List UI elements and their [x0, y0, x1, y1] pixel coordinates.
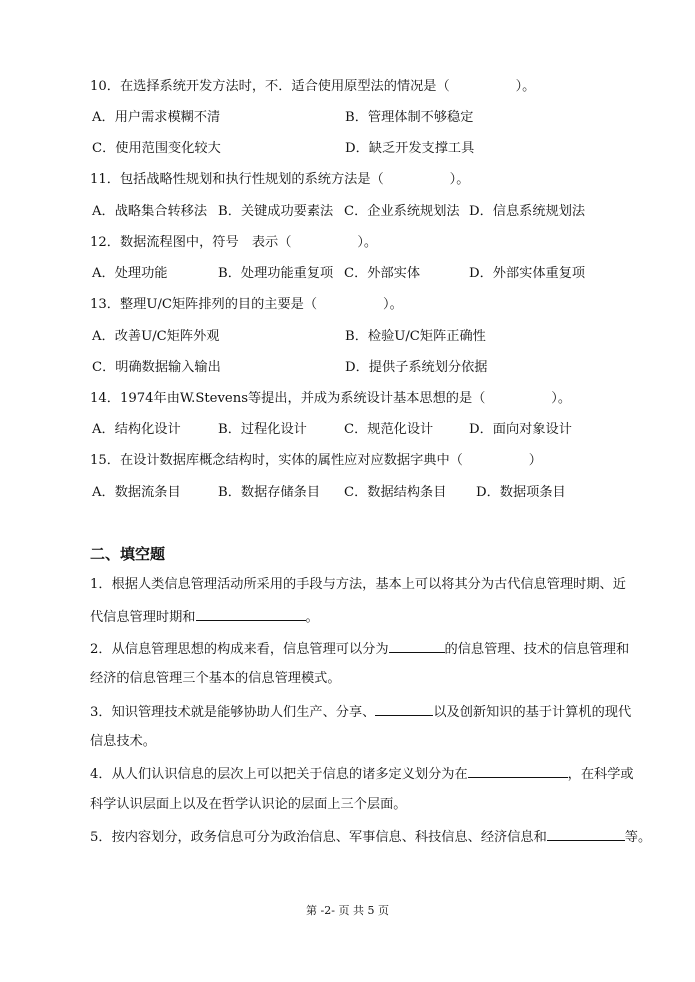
fill-4-text-2: 科学认识层面上以及在哲学认识论的层面上三个层面。: [90, 797, 407, 812]
question-14-stem: 14．1974年由W.Stevens等提出，并成为系统设计基本思想的是（ ）。: [90, 391, 572, 406]
question-14-option-a: A．结构化设计: [92, 422, 181, 437]
question-13-option-c: C．明确数据输入输出: [92, 360, 221, 375]
question-12-option-a: A．处理功能: [92, 266, 168, 281]
question-10-option-c: C．使用范围变化较大: [92, 141, 221, 156]
fill-1-blank: [196, 607, 306, 621]
fill-1-text-2: 代信息管理时期和: [90, 610, 196, 625]
question-15-option-a: A．数据流条目: [92, 485, 181, 500]
question-12-stem: 12．数据流程图中，符号 表示（ ）。: [90, 235, 378, 250]
question-15-stem: 15．在设计数据库概念结构时，实体的属性应对应数据字典中（ ）: [90, 453, 542, 468]
question-15-option-b: B．数据存储条目: [218, 485, 321, 500]
fill-2-blank: [389, 639, 445, 653]
fill-2-line-1: [90, 639, 629, 659]
question-11-option-c: C．企业系统规划法: [344, 204, 460, 219]
question-10-stem: 10．在选择系统开发方法时，不．适合使用原型法的情况是（ ）。: [90, 79, 536, 94]
fill-2-line-2: [90, 670, 341, 688]
fill-2-text: 2．从信息管理思想的构成来看，信息管理可以分为: [90, 642, 389, 657]
fill-1-line-1: [90, 576, 626, 594]
question-11-option-d: D．信息系统规划法: [469, 204, 586, 219]
question-10-option-a: A．用户需求模糊不清: [92, 110, 221, 125]
section-heading: 二、填空题: [90, 545, 166, 563]
question-14-option-c: C．规范化设计: [344, 422, 434, 437]
fill-5-blank: [547, 827, 625, 841]
question-11-option-b: B．关键成功要素法: [218, 204, 334, 219]
fill-5-tail: 等。: [624, 830, 652, 845]
fill-3-line-1: [90, 702, 631, 722]
fill-3-text: 3．知识管理技术就是能够协助人们生产、分享、: [90, 705, 376, 720]
fill-3-tail: 以及创新知识的基于计算机的现代: [433, 705, 632, 720]
question-14-option-d: D．面向对象设计: [469, 422, 572, 437]
fill-4-line-1: [90, 764, 634, 784]
fill-4-line-2: [90, 796, 407, 814]
question-10-option-b: B．管理体制不够稳定: [345, 110, 474, 125]
page-number: 第 -2- 页 共 5 页: [306, 904, 389, 917]
fill-1-tail: 。: [305, 610, 319, 625]
question-12-option-c: C．外部实体: [344, 266, 421, 281]
fill-4-tail: ，在科学或: [567, 767, 634, 782]
fill-5-line-1: [90, 827, 651, 847]
question-15-option-c: C．数据结构条目: [344, 485, 447, 500]
fill-3-line-2: [90, 733, 156, 751]
question-14-option-b: B．过程化设计: [218, 422, 307, 437]
question-11-stem: 11．包括战略性规划和执行性规划的系统方法是（ ）。: [90, 172, 470, 187]
fill-5-text: 5．按内容划分，政务信息可分为政治信息、军事信息、科技信息、经济信息和: [90, 830, 547, 845]
question-11-option-a: A．战略集合转移法: [92, 204, 208, 219]
fill-2-tail: 的信息管理、技术的信息管理和: [444, 642, 630, 657]
fill-1-line-2: [90, 607, 319, 627]
fill-2-text-2: 经济的信息管理三个基本的信息管理模式。: [90, 671, 341, 686]
question-13-option-b: B．检验U/C矩阵正确性: [345, 329, 486, 344]
fill-3-text-2: 信息技术。: [90, 734, 156, 749]
fill-4-blank: [468, 764, 568, 778]
fill-1-text: 1．根据人类信息管理活动所采用的手段与方法，基本上可以将其分为古代信息管理时期、近: [90, 577, 626, 592]
question-13-option-a: A．改善U/C矩阵外观: [92, 329, 220, 344]
question-12-option-b: B．处理功能重复项: [218, 266, 334, 281]
fill-4-text: 4．从人们认识信息的层次上可以把关于信息的诸多定义划分为在: [90, 767, 468, 782]
question-15-option-d: D．数据项条目: [476, 485, 566, 500]
question-12-option-d: D．外部实体重复项: [469, 266, 586, 281]
question-13-option-d: D．提供子系统划分依据: [345, 360, 488, 375]
question-10-option-d: D．缺乏开发支撑工具: [345, 141, 475, 156]
question-13-stem: 13．整理U/C矩阵排列的目的主要是（ ）。: [90, 297, 403, 312]
fill-3-blank: [375, 702, 433, 716]
